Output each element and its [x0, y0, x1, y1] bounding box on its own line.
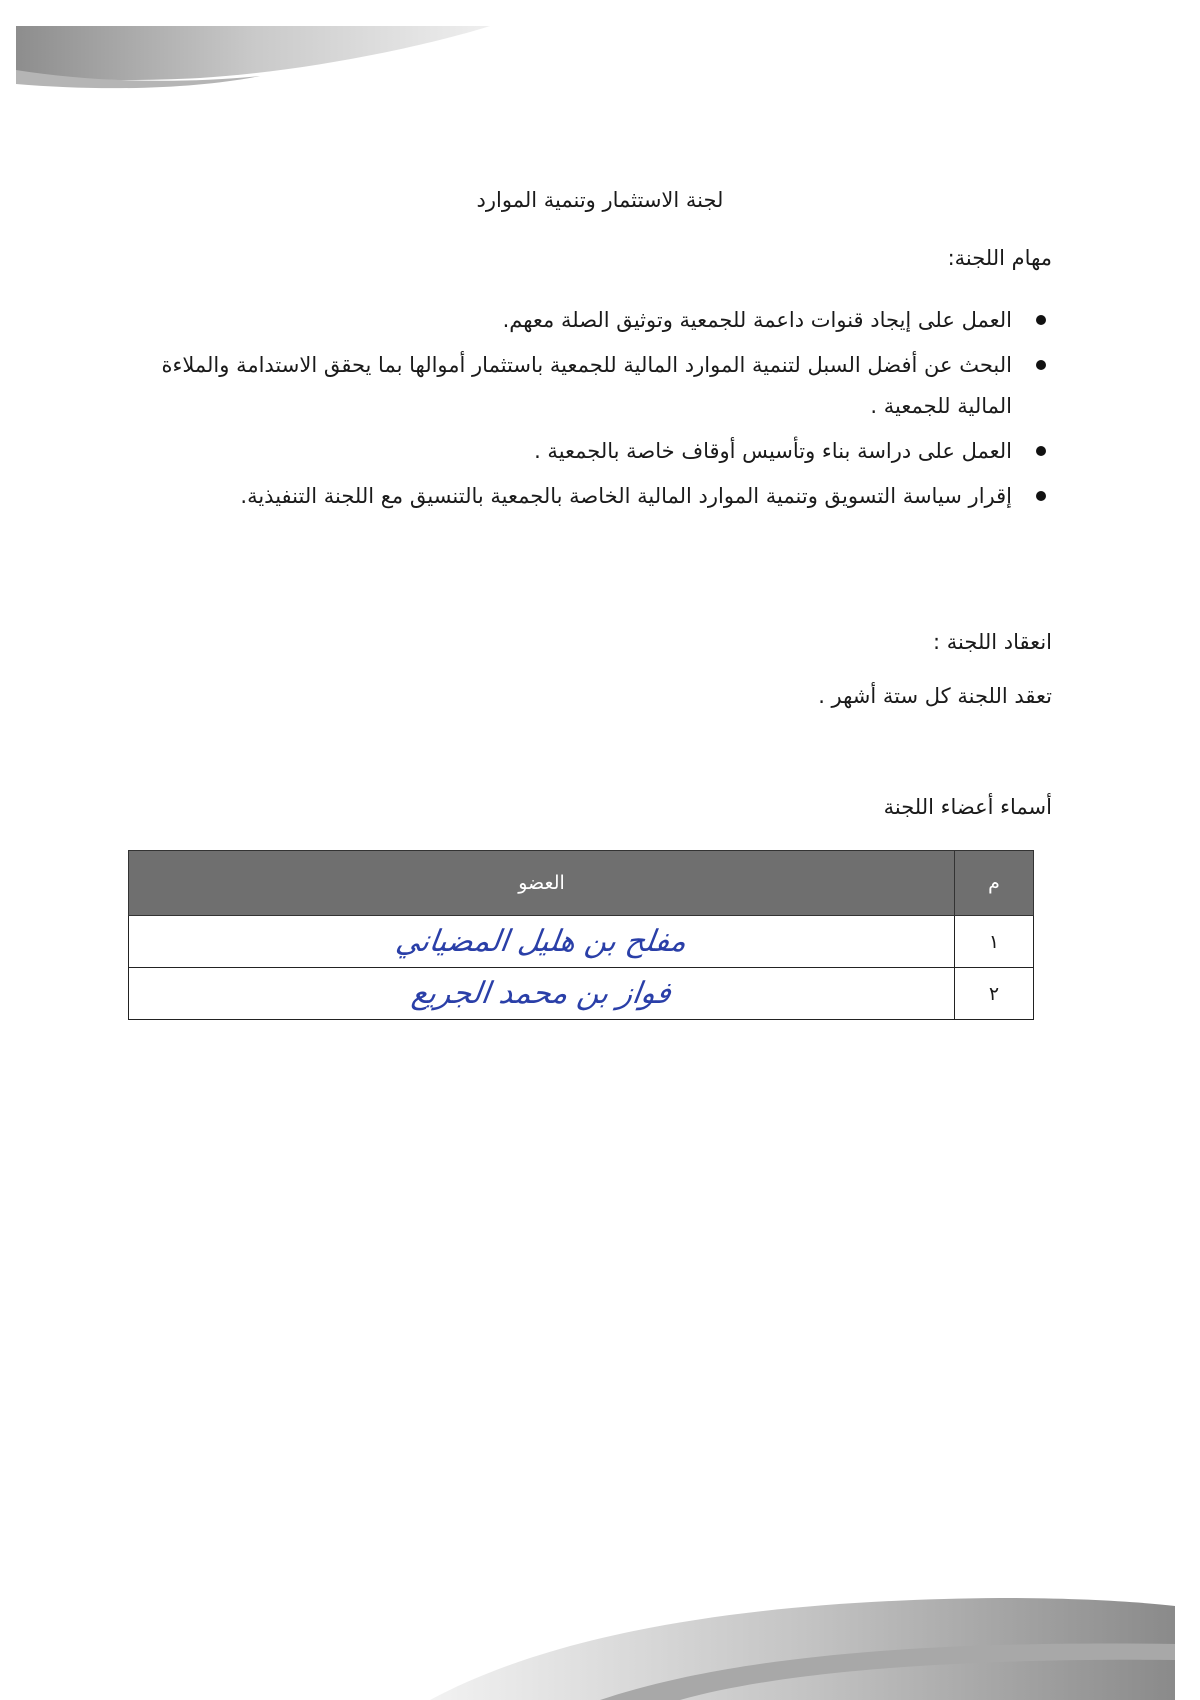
- task-text: إقرار سياسة التسويق وتنمية الموارد المالية الخاصة بالجمعية بالتنسيق مع اللجنة التنفيذية.: [240, 484, 1012, 508]
- task-item: [132, 476, 1012, 517]
- member-name-cell: [129, 916, 955, 968]
- task-text: العمل على دراسة بناء وتأسيس أوقاف خاصة بالجمعية .: [534, 439, 1012, 463]
- bullet-icon: [1036, 315, 1046, 325]
- members-table: [128, 850, 1034, 1020]
- tasks-list: [132, 300, 1052, 521]
- column-header-number: م: [955, 851, 1034, 916]
- bullet-icon: [1036, 360, 1046, 370]
- task-item: [132, 431, 1012, 472]
- document-title: لجنة الاستثمار وتنمية الموارد: [476, 188, 724, 212]
- table-row: [129, 916, 1034, 968]
- task-text: البحث عن أفضل السبل لتنمية الموارد المالية للجمعية باستثمار أموالها بما يحقق الاستدامة والملاءة المالية للجمعية .: [161, 353, 1012, 418]
- column-header-member: العضو: [129, 851, 955, 916]
- task-item: [132, 345, 1012, 427]
- task-text: العمل على إيجاد قنوات داعمة للجمعية وتوثيق الصلة معهم.: [502, 308, 1012, 332]
- task-item: [132, 300, 1012, 341]
- meeting-heading: انعقاد اللجنة :: [933, 630, 1052, 654]
- tasks-heading: مهام اللجنة:: [947, 246, 1052, 270]
- table-header-row: [129, 851, 1034, 916]
- members-heading: أسماء أعضاء اللجنة: [883, 795, 1052, 819]
- top-wave-decoration: [0, 0, 1200, 110]
- row-number: ١: [955, 916, 1034, 968]
- meeting-text: تعقد اللجنة كل ستة أشهر .: [818, 684, 1052, 708]
- handwritten-member-name: فواز بن محمد الجريع: [409, 976, 674, 1011]
- handwritten-member-name: مفلح بن هليل المضياني: [393, 924, 690, 959]
- row-number: ٢: [955, 968, 1034, 1020]
- bullet-icon: [1036, 491, 1046, 501]
- member-name-cell: [129, 968, 955, 1020]
- table-row: [129, 968, 1034, 1020]
- bullet-icon: [1036, 446, 1046, 456]
- bottom-wave-decoration: [0, 1540, 1200, 1700]
